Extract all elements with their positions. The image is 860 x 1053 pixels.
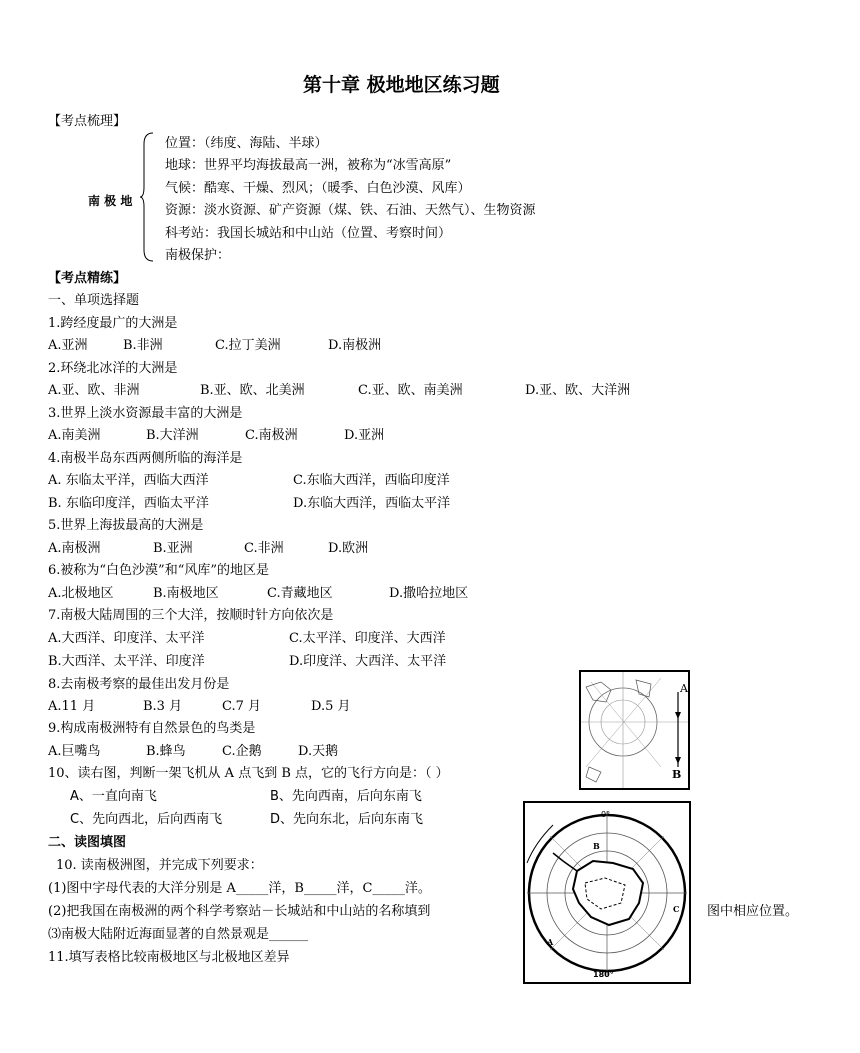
option: A. 东临太平洋，西临大西洋 <box>48 473 209 488</box>
task-text: 图中相应位置。 <box>707 904 799 919</box>
option: A.11 月 <box>48 699 96 714</box>
option: D.5 月 <box>311 699 351 714</box>
brace-icon <box>140 132 154 262</box>
option: A、一直向南飞 <box>70 789 157 804</box>
option: D.南极洲 <box>328 338 382 353</box>
option: B.3 月 <box>143 699 183 714</box>
option: C.太平洋、印度洋、大西洋 <box>289 631 446 646</box>
option: D.亚洲 <box>344 428 385 443</box>
option: B.亚、欧、北美洲 <box>200 383 305 398</box>
question-text: 5.世界上海拔最高的大洲是 <box>48 518 204 533</box>
flight-route-map <box>579 670 690 790</box>
point-b-label: B <box>672 768 682 781</box>
task-text: (1)图中字母代表的大洋分别是 A_____洋，B_____洋，C_____洋。 <box>48 881 431 896</box>
question-text: 7.南极大陆周围的三个大洋，按顺时针方向依次是 <box>48 608 334 623</box>
question-text: 1.跨经度最广的大洲是 <box>48 316 178 331</box>
option: A.南极洲 <box>48 541 101 556</box>
option: D.东临大西洋，西临太平洋 <box>293 496 451 511</box>
option: B. 东临印度洋，西临太平洋 <box>48 496 209 511</box>
ocean-c-label: C <box>673 904 680 914</box>
option: C.企鹅 <box>222 744 262 759</box>
option: D.撒哈拉地区 <box>389 586 469 601</box>
option: D、先向东北，后向东南飞 <box>270 812 424 827</box>
option: C.亚、欧、南美洲 <box>358 383 463 398</box>
outline-item: 资源：淡水资源、矿产资源（煤、铁、石油、天然气）、生物资源 <box>165 203 536 218</box>
option: B.非洲 <box>123 338 163 353</box>
option: C.拉丁美洲 <box>215 338 281 353</box>
option: C.东临大西洋，西临印度洋 <box>293 473 450 488</box>
question-text: 3.世界上淡水资源最丰富的大洲是 <box>48 406 243 421</box>
ocean-a-label: A <box>547 937 554 947</box>
task-intro: 10. 读南极洲图，并完成下列要求： <box>56 858 263 873</box>
option: C.非洲 <box>244 541 284 556</box>
outline-item: 科考站：我国长城站和中山站（位置、考察时间） <box>165 226 452 241</box>
antarctic-label: 南 极 地 <box>88 194 133 208</box>
task-text: (2)把我国在南极洲的两个科学考察站－长城站和中山站的名称填到 <box>48 904 431 919</box>
option: D.天鹅 <box>298 744 339 759</box>
outline-item: 位置：（纬度、海陆、半球） <box>165 136 328 151</box>
part-heading: 二、读图填图 <box>48 835 127 850</box>
antarctica-map <box>523 801 691 984</box>
ocean-b-label: B <box>593 841 600 851</box>
option: C.青藏地区 <box>267 586 333 601</box>
point-a-label: A <box>680 682 688 695</box>
option: B.大西洋、太平洋、印度洋 <box>48 654 205 669</box>
question-text: 4.南极半岛东西两侧所临的海洋是 <box>48 451 243 466</box>
question-text: 10、读右图，判断一架飞机从 A 点飞到 B 点，它的飞行方向是：（ ） <box>48 766 449 781</box>
option: A.亚、欧、非洲 <box>48 383 140 398</box>
option: C.7 月 <box>222 699 262 714</box>
outline-item: 地球：世界平均海拔最高一洲，被称为“冰雪高原” <box>165 158 452 173</box>
longitude-180-label: 180° <box>593 970 614 979</box>
section-heading-practice: 【考点精练】 <box>48 271 127 286</box>
option: A.南美洲 <box>48 428 101 443</box>
option: D.欧洲 <box>328 541 369 556</box>
outline-item: 气候：酷寒、干燥、烈风；（暖季、白色沙漠、风库） <box>165 181 471 196</box>
option: B.亚洲 <box>153 541 193 556</box>
option: C.南极洲 <box>245 428 298 443</box>
option: B.大洋洲 <box>146 428 199 443</box>
option: A.北极地区 <box>48 586 114 601</box>
longitude-0-label: 0° <box>601 810 611 819</box>
option: B.蜂鸟 <box>146 744 186 759</box>
option: B、先向西南，后向东南飞 <box>270 789 422 804</box>
question-text: 2.环绕北冰洋的大洲是 <box>48 361 178 376</box>
question-text: 9.构成南极洲特有自然景色的鸟类是 <box>48 721 256 736</box>
task-text: 11.填写表格比较南极地区与北极地区差异 <box>48 950 290 965</box>
option: D.亚、欧、大洋洲 <box>525 383 631 398</box>
option: B.南极地区 <box>153 586 219 601</box>
option: A.巨嘴鸟 <box>48 744 101 759</box>
question-text: 6.被称为“白色沙漠”和“风库”的地区是 <box>48 563 269 578</box>
part-heading: 一、单项选择题 <box>48 293 140 308</box>
option: C、先向西北，后向西南飞 <box>70 812 223 827</box>
question-text: 8.去南极考察的最佳出发月份是 <box>48 677 230 692</box>
task-text: ⑶南极大陆附近海面显著的自然景观是______ <box>48 927 309 942</box>
option: D.印度洋、大西洋、太平洋 <box>289 654 447 669</box>
page-title: 第十章 极地地区练习题 <box>303 74 500 96</box>
option: A.亚洲 <box>48 338 88 353</box>
outline-item: 南极保护： <box>165 248 231 263</box>
section-heading-review: 【考点梳理】 <box>48 114 127 129</box>
option: A.大西洋、印度洋、太平洋 <box>48 631 205 646</box>
